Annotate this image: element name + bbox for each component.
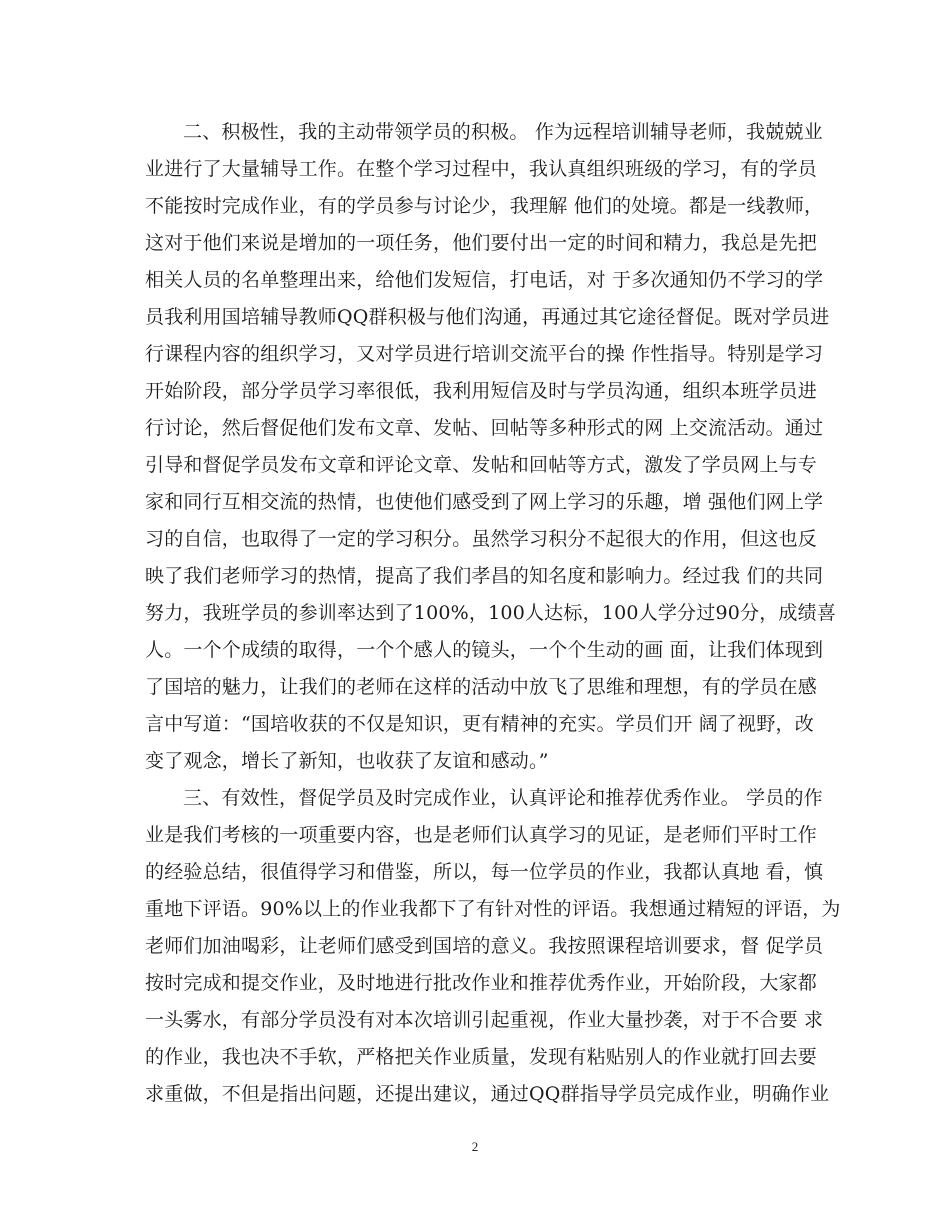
document-body	[145, 114, 841, 1113]
text-line: 引导和督促学员发布文章和评论文章、发帖和回帖等方式，激发了学员网上与专	[145, 454, 818, 476]
text-line: 员我利用国培辅导教师QQ群积极与他们沟通，再通过其它途径督促。既对学员进	[145, 306, 830, 328]
text-line: 求重做，不但是指出问题，还提出建议，通过QQ群指导学员完成作业，明确作业	[145, 1083, 830, 1105]
text-line: 变了观念，增长了新知，也收获了友谊和感动。”	[145, 750, 549, 772]
text-line: 重地下评语。90%以上的作业我都下了有针对性的评语。我想通过精短的评语，为	[145, 898, 841, 920]
text-line: 相关人员的名单整理出来，给他们发短信，打电话，对 于多次通知仍不学习的学	[145, 269, 824, 291]
text-line: 言中写道：“国培收获的不仅是知识，更有精神的充实。学员们开 阔了视野，改	[145, 713, 814, 735]
text-line: 按时完成和提交作业，及时地进行批改作业和推荐优秀作业，开始阶段，大家都	[145, 972, 818, 994]
text-line: 努力，我班学员的参训率达到了100%，100人达标，100人学分过90分，成绩喜	[145, 602, 837, 624]
text-line: 了国培的魅力，让我们的老师在这样的活动中放飞了思维和理想，有的学员在感	[145, 676, 818, 698]
text-line: 行讨论，然后督促他们发布文章、发帖、回帖等多种形式的网 上交流活动。通过	[145, 417, 824, 439]
text-line: 的作业，我也决不手软，严格把关作业质量，发现有粘贴别人的作业就打回去要	[145, 1046, 818, 1068]
text-line: 三、有效性，督促学员及时完成作业，认真评论和推荐优秀作业。 学员的作	[183, 787, 823, 809]
text-line: 一头雾水，有部分学员没有对本次培训引起重视，作业大量抄袭，对于不合要 求	[145, 1009, 824, 1031]
text-line: 的经验总结，很值得学习和借鉴，所以，每一位学员的作业，我都认真地 看，慎	[145, 861, 824, 883]
text-line: 不能按时完成作业，有的学员参与讨论少，我理解 他们的处境。都是一线教师，	[145, 195, 824, 217]
page-number: 2	[471, 1139, 479, 1154]
text-line: 行课程内容的组织学习，又对学员进行培训交流平台的操 作性指导。特别是学习	[145, 343, 824, 365]
text-line: 这对于他们来说是增加的一项任务，他们要付出一定的时间和精力，我总是先把	[145, 232, 818, 254]
text-line: 人。一个个成绩的取得，一个个感人的镜头，一个个生动的画 面，让我们体现到	[145, 639, 824, 661]
paragraph-effectiveness	[145, 780, 841, 1113]
text-line: 映了我们老师学习的热情，提高了我们孝昌的知名度和影响力。经过我 们的共同	[145, 565, 824, 587]
paragraph-positivity	[145, 114, 837, 780]
text-line: 业是我们考核的一项重要内容，也是老师们认真学习的见证，是老师们平时工作	[145, 824, 818, 846]
text-line: 老师们加油喝彩，让老师们感受到国培的意义。我按照课程培训要求，督 促学员	[145, 935, 824, 957]
text-line: 习的自信，也取得了一定的学习积分。虽然学习积分不起很大的作用，但这也反	[145, 528, 818, 550]
text-line: 二、积极性，我的主动带领学员的积极。 作为远程培训辅导老师，我兢兢业	[183, 121, 823, 143]
text-line: 业进行了大量辅导工作。在整个学习过程中，我认真组织班级的学习，有的学员	[145, 158, 818, 180]
text-line: 家和同行互相交流的热情，也使他们感受到了网上学习的乐趣，增 强他们网上学	[145, 491, 824, 513]
text-line: 开始阶段，部分学员学习率很低，我利用短信及时与学员沟通，组织本班学员进	[145, 380, 818, 402]
